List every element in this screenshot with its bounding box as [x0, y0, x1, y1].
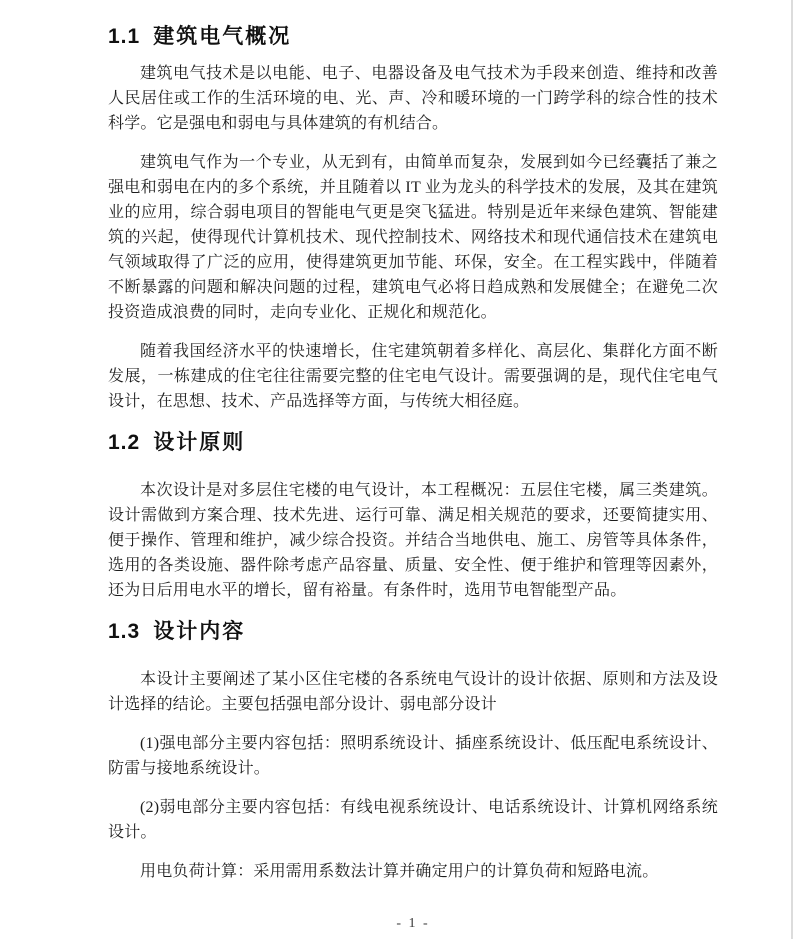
paragraph: 随着我国经济水平的快速增长，住宅建筑朝着多样化、高层化、集群化方面不断发展，一栋建成的住宅往往需要完整的住宅电气设计。需要强调的是，现代住宅电气设计，在思想、技术、产品选择等方面，与传统大相径庭。: [108, 343, 718, 410]
section-heading-1-1: [108, 22, 718, 52]
section-number: 1.1: [108, 25, 141, 48]
paragraph: 建筑电气技术是以电能、电子、电器设备及电气技术为手段来创造、维持和改善人民居住或工作的生活环境的电、光、声、冷和暖环境的一门跨学科的综合性的技术科学。它是强电和弱电与具体建筑的有机结合。: [108, 65, 718, 132]
section-title: 设计内容: [153, 620, 246, 643]
page-number: - 1 -: [396, 916, 430, 931]
paragraph: (1)强电部分主要内容包括：照明系统设计、插座系统设计、低压配电系统设计、防雷与接地系统设计。: [108, 735, 718, 777]
paragraph: 建筑电气作为一个专业，从无到有，由简单而复杂，发展到如今已经囊括了兼之强电和弱电在内的多个系统，并且随着以 IT 业为龙头的科学技术的发展，及其在建筑业的应用，综合弱电项目的智能电气更是突飞猛进。特别是近年来绿色建筑、智能建筑的兴起，使得现代计算机技术、现代控制技术、网络技术和现代通信技术在建筑电气领域取得了广泛的应用，使得建筑更加节能、环保，安全。在工程实践中，伴随着不断暴露的问题和解决问题的过程，建筑电气必将日趋成熟和发展健全；在避免二次投资造成浪费的同时，走向专业化、正规化和规范化。: [108, 154, 718, 321]
paragraph: 用电负荷计算：采用需用系数法计算并确定用户的计算负荷和短路电流。: [140, 863, 659, 880]
section-heading-1-3: [108, 617, 718, 647]
paragraph: 本设计主要阐述了某小区住宅楼的各系统电气设计的设计依据、原则和方法及设计选择的结论。主要包括强电部分设计、弱电部分设计: [108, 671, 718, 713]
paragraph: 本次设计是对多层住宅楼的电气设计，本工程概况：五层住宅楼，属三类建筑。设计需做到方案合理、技术先进、运行可靠、满足相关规范的要求，还要简捷实用、便于操作、管理和维护，减少综合投资。并结合当地供电、施工、房管等具体条件，选用的各类设施、器件除考虑产品容量、质量、安全性、便于维护和管理等因素外，还为日后用电水平的增长，留有裕量。有条件时，选用节电智能型产品。: [108, 482, 718, 599]
section-title: 设计原则: [153, 431, 246, 454]
section-number: 1.2: [108, 431, 141, 454]
paragraph: (2)弱电部分主要内容包括：有线电视系统设计、电话系统设计、计算机网络系统设计。: [108, 799, 718, 841]
section-heading-1-2: [108, 428, 718, 458]
section-title: 建筑电气概况: [153, 25, 292, 48]
page-edge-line: [791, 0, 793, 939]
section-number: 1.3: [108, 620, 141, 643]
